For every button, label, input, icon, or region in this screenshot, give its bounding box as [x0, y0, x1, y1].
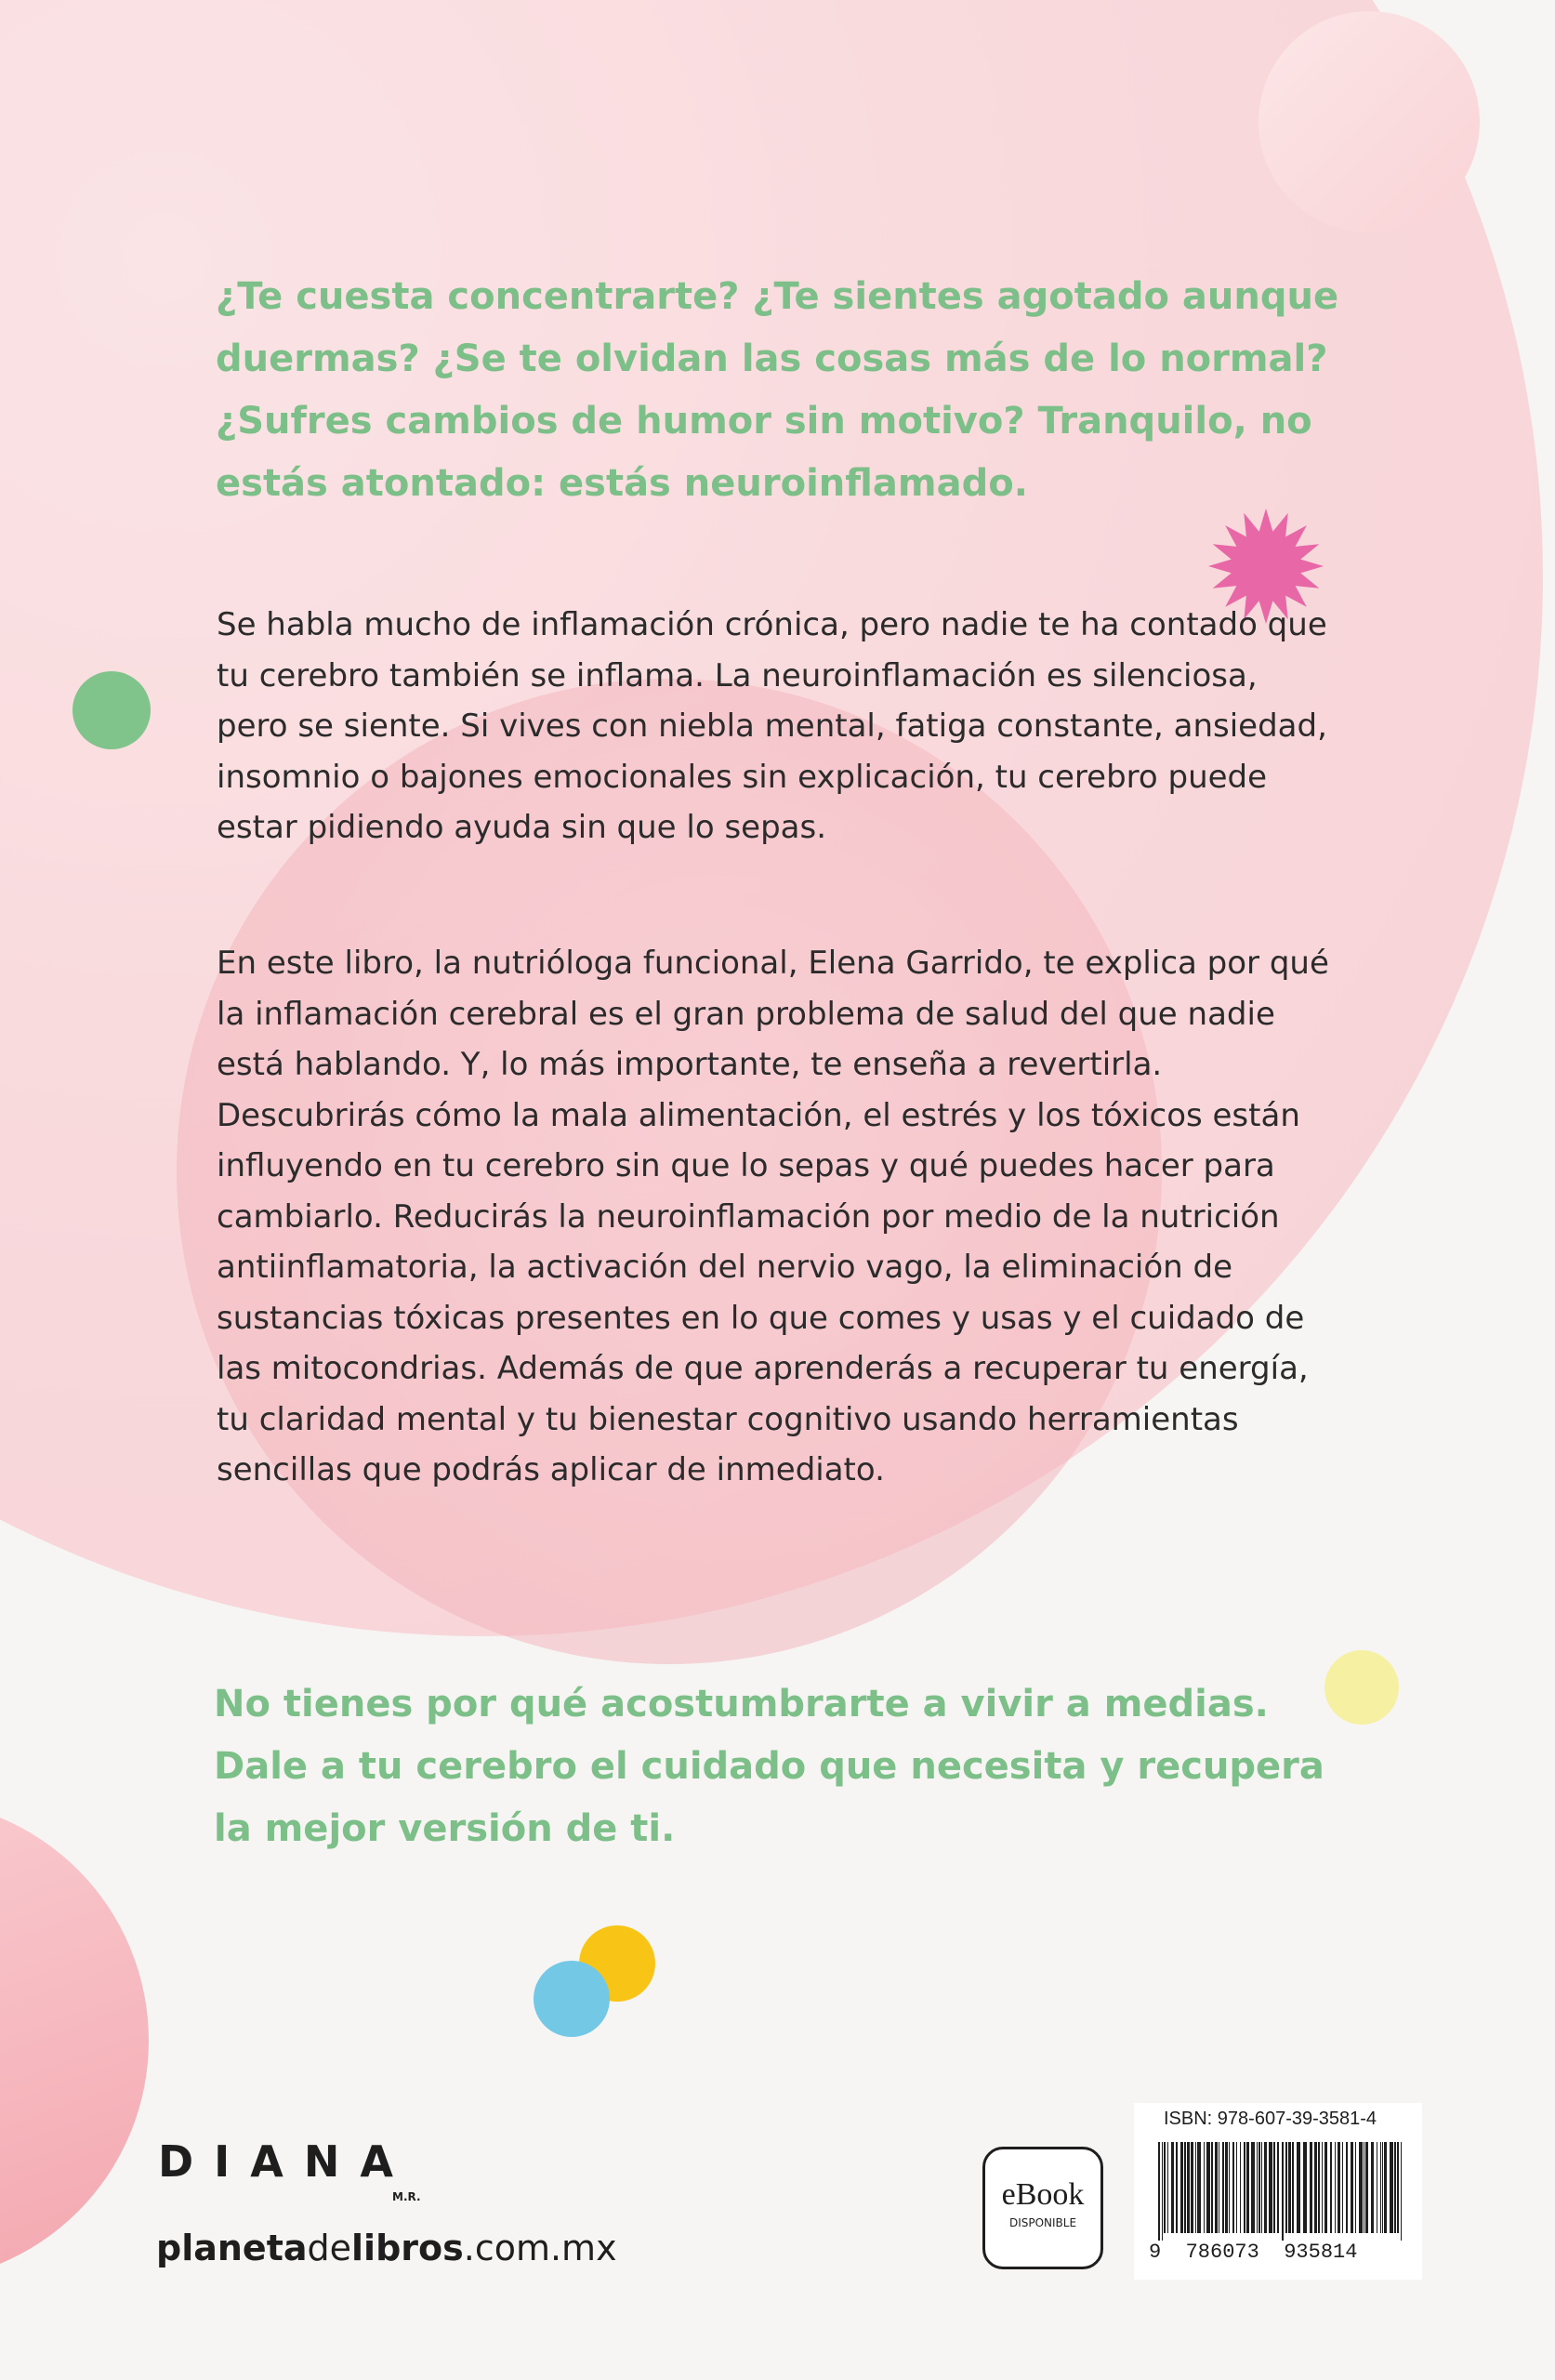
barcode-icon [1156, 2142, 1407, 2241]
closing-statement: No tienes por qué acostumbrarte a vivir a medias. Dale a tu cerebro el cuidado que necesita y recupera la mejor versión de ti. [214, 1683, 1324, 1850]
ebook-subtitle: DISPONIBLE [1008, 2216, 1077, 2229]
website-part-de: de [307, 2228, 352, 2268]
website-part-domain: .com.mx [463, 2228, 617, 2268]
decorative-green-dot [72, 671, 151, 749]
description-paragraph-2: En este libro, la nutrióloga funcional, Elena Garrido, te explica por qué la inflamación cerebral es el gran problema de salud del que nadie está hablando. Y, lo más importante, te enseña a revertirla. Descubrirás cómo la mala alimentación, el estrés y los tóxicos están influyendo en tu cerebro sin que lo sepas y qué puedes hacer para cambiarlo. Reducirás la neuroinflamación por medio de la nutrición antiinflamatoria, la activación del nervio vago, la eliminación de sustancias tóxicas presentes en lo que comes y usas y el cuidado de las mitocondrias. Además de que aprenderás a recuperar tu energía, tu claridad mental y tu bienestar cognitivo usando herramientas sencillas que podrás aplicar de inmediato. [217, 945, 1329, 1488]
intro-question: ¿Te cuesta concentrarte? ¿Te sientes agotado aunque duermas? ¿Se te olvidan las cosas más de lo normal? ¿Sufres cambios de humor sin motivo? Tranquilo, no estás atontado: estás neuroinflamado. [216, 275, 1339, 505]
website-part-libros: libros [351, 2228, 464, 2268]
decorative-pink-circle-bottom [0, 1799, 149, 2282]
ebook-badge [982, 2147, 1103, 2269]
decorative-blue-dot [534, 1961, 610, 2037]
isbn-digits: 9 786073 935814 [1149, 2241, 1358, 2264]
ebook-title: eBook [1001, 2177, 1085, 2212]
isbn-label: ISBN: 978-607-39-3581-4 [1164, 2109, 1377, 2129]
publisher-logo: DIANA [158, 2136, 414, 2187]
publisher-website[interactable] [156, 2228, 617, 2268]
website-part-planeta: planeta [156, 2228, 308, 2268]
description-paragraph-1: Se habla mucho de inflamación crónica, pero nadie te ha contado que tu cerebro también se inflama. La neuroinflamación es silenciosa, pero se siente. Si vives con niebla mental, fatiga constante, ansiedad, insomnio o bajones emocionales sin explicación, tu cerebro puede estar pidiendo ayuda sin que lo sepas. [217, 606, 1327, 846]
decorative-pink-circle-top [1258, 11, 1480, 232]
isbn-block [1134, 2103, 1422, 2280]
publisher-trademark: M.R. [392, 2190, 421, 2203]
